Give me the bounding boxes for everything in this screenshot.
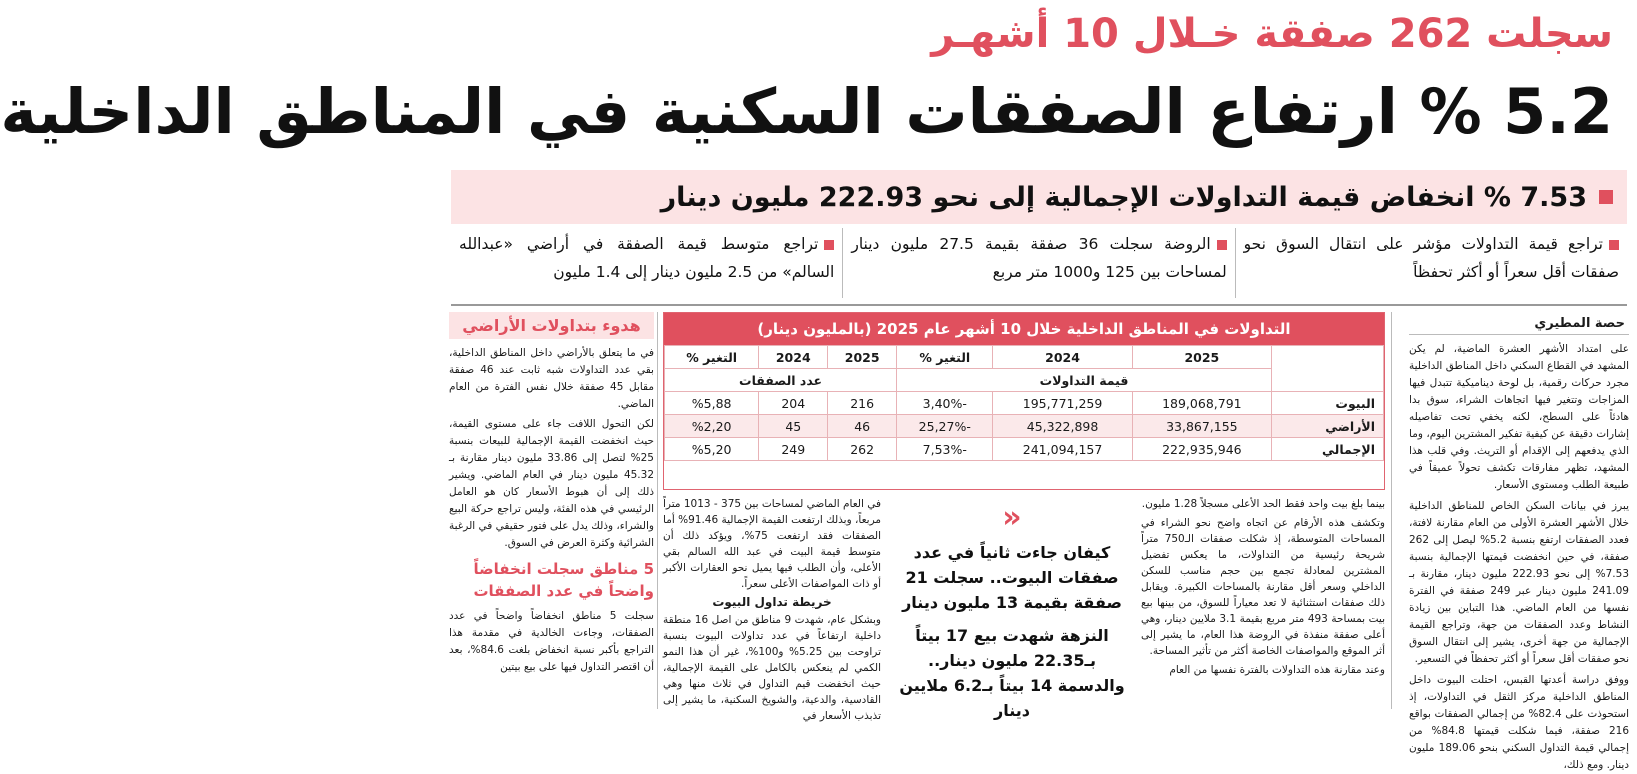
table-row (665, 438, 1384, 461)
table-cell: %5,88 (665, 392, 759, 415)
article-paragraph: في العام الماضي لمساحات بين 375 - 1013 متراً مربعاً، وبذلك ارتفعت القيمة الإجمالية 91.46% أما الصفقات فقد ارتفعت 75%، ويؤكد ذلك أن متوسط قيمة البيت في عبد الله السالم بقي الأعلى، وأن الطلب فيها يميل نحو العقارات الأكبر أو ذات المواصفات الأعلى سعراً. (663, 498, 881, 590)
group-header-count: عدد الصفقات (665, 369, 897, 392)
table-cell: 195,771,259 (993, 392, 1132, 415)
kicker-headline: سجلت 262 صفقة خـلال 10 أشهـر (931, 11, 1613, 57)
table-cell: -7,53% (897, 438, 993, 461)
col-header: 2024 (759, 346, 828, 369)
article-paragraph: على امتداد الأشهر العشرة الماضية، لم يكن المشهد في القطاع السكني داخل المناطق الداخلية مجرد حركات رقمية، بل لوحة ديناميكية تتبدل فيها المزاجات وتتغير فيها اتجاهات الشراء، سوق بدا هادئاً على السطح، لكنه يخفي تحت تفاصيله إشارات دقيقة عن كيفية تفكير المشترين اليوم، وما الذي يدفعهم إلى الإقدام أو التريث. وفي قلب هذا المشهد، تظهر مفارقات تكشف تحولاً عميقاً في طبيعة الطلب ومستوى الأسعار. (1409, 343, 1629, 491)
author-byline: حصة المطيري (1409, 316, 1629, 335)
table-cell: %5,20 (665, 438, 759, 461)
table-cell: %2,20 (665, 415, 759, 438)
col-header: التغير % (897, 346, 993, 369)
row-label: البيوت (1272, 392, 1384, 415)
table-cell: 46 (828, 415, 897, 438)
table-cell: 249 (759, 438, 828, 461)
article-paragraph: ووفق دراسة أعدتها القبس، احتلت البيوت داخل المناطق الداخلية مركز الثقل في التداولات، إذ استحوذت على 82.4% من إجمالي الصفقات بواقع 216 صفقة، فيما شكلت قيمتها 84.8% من إجمالي قيمة التداول السكني بنحو 189.06 مليون دينار. ومع ذلك، (1409, 674, 1629, 771)
article-paragraph: لكن التحول اللافت جاء على مستوى القيمة، حيث انخفضت القيمة الإجمالية للبيعات بنسبة 25% لتصل إلى 33.86 مليون دينار مقارنة بـ 45.32 مليون دينار في العام الماضي. ويشير ذلك إلى أن هبوط الأسعار كان هو العامل الرئيسي في هذه الفئة، وليس تراجع حركة البيع والشراء، وذلك يدل على فتور حقيقي في الرغبة الشرائية وكثرة العرض في السوق. (449, 418, 654, 549)
article-paragraph: وبشكل عام، شهدت 9 مناطق من اصل 16 منطقة داخلية ارتفاعاً في عدد تداولات البيوت بنسبة تراوحت بين 5.25% و100%، غير أن هذا النمو الكمي لم ينعكس بالكامل على القيمة الإجمالية، حيث انخفضت قيم التداول في ثلاث منها وهي القادسية، والدعية، والشويخ السكنية، ما يشير إلى تذبذب الأسعار في (663, 614, 882, 722)
section-heading: هدوء بتداولات الأراضي (449, 312, 654, 339)
article-column-left (449, 312, 654, 709)
section-subhead: خريطة تداول البيوت (712, 595, 832, 609)
highlight-bullet (451, 228, 842, 298)
column-divider (1391, 312, 1392, 709)
article-paragraph: وعند مقارنة هذه التداولات بالفترة نفسها من العام (1169, 664, 1385, 676)
table-cell: -25,27% (897, 415, 993, 438)
table-cell: 222,935,946 (1132, 438, 1271, 461)
pull-quote-1: كيفان جاءت ثانياً في عدد صفقات البيوت.. سجلت 21 صفقة بقيمة 13 مليون دينار (902, 543, 1122, 612)
bullet-square-icon (1217, 240, 1227, 250)
col-header: 2025 (828, 346, 897, 369)
table-cell: -3,40% (897, 392, 993, 415)
table-row (665, 415, 1384, 438)
col-header: 2025 (1132, 346, 1271, 369)
pull-quote (893, 500, 1131, 720)
table-cell: 216 (828, 392, 897, 415)
pull-quote-2: النزهة شهدت بيع 17 بيتاً بـ22.35 مليون دينار.. والدسمة 14 بيتاً بـ6.2 ملايين دينار (899, 626, 1125, 720)
article-paragraph: يبرز في بيانات السكن الخاص للمناطق الداخلية خلال الأشهر العشرة الأولى من العام مقارنة لافتة، فعدد الصفقات ارتفع بنسبة 5.2% ليصل إلى 262 صفقة، في حين انخفضت قيمتها الإجمالية بنسبة 7.53% إلى نحو 222.93 مليون دينار، مقارنة بـ 241.09 مليون دينار عبر 249 صفقة في الفترة نفسها من العام الماضي. هذا التباين بين زيادة النشاط وعدد الصفقات من جهة، وتراجع القيمة الإجمالية من جهة أخرى، يشير إلى انتقال السوق نحو صفقات أقل سعراً أو أكثر تحفظاً في التسعير. (1409, 500, 1630, 665)
bullet-text: تراجع متوسط قيمة الصفقة في أراضي «عبدالله السالم» من 2.5 مليون دينار إلى 1.4 مليون (459, 235, 835, 281)
article-paragraph: بينما بلغ بيت واحد فقط الحد الأعلى مسجلاً 1.28 مليون. (1141, 498, 1385, 510)
subheadline: 7.53 % انخفاض قيمة التداولات الإجمالية إلى نحو 222.93 مليون دينار (660, 181, 1587, 213)
column-divider (657, 312, 658, 709)
main-headline: 5.2 % ارتفاع الصفقات السكنية في المناطق الداخلية (0, 75, 1613, 148)
section-divider (451, 304, 1627, 306)
highlight-bullet (842, 228, 1234, 298)
article-column-right (1409, 316, 1630, 771)
article-column-center-right (1141, 496, 1385, 709)
table-cell: 241,094,157 (993, 438, 1132, 461)
table-cell: 262 (828, 438, 897, 461)
table-row (665, 392, 1384, 415)
table-cell: 45 (759, 415, 828, 438)
article-column-center-left (663, 496, 882, 722)
table-cell: 45,322,898 (993, 415, 1132, 438)
row-label: الإجمالي (1272, 438, 1384, 461)
bullet-text: تراجع قيمة التداولات مؤشر على انتقال السوق نحو صفقات أقل سعراً أو أكثر تحفظاً (1243, 235, 1619, 281)
bullet-square-icon (824, 240, 834, 250)
table-cell: 33,867,155 (1132, 415, 1271, 438)
col-header: التغير % (665, 346, 759, 369)
article-paragraph: في ما يتعلق بالأراضي داخل المناطق الداخلية، بقي عدد التداولات شبه ثابت عند 46 صفقة مقابل 45 صفقة خلال نفس الفترة من العام الماضي. (449, 347, 654, 410)
bullet-text: الروضة سجلت 36 صفقة بقيمة 27.5 مليون دينار لمساحات بين 125 و1000 متر مربع (851, 235, 1227, 281)
row-label: الأراضي (1272, 415, 1384, 438)
table-title: التداولات في المناطق الداخلية خلال 10 أشهر عام 2025 (بالمليون دينار) (664, 313, 1384, 345)
highlight-bullet (1235, 228, 1627, 298)
group-header-value: قيمة التداولات (897, 369, 1272, 392)
bullet-square-icon (1599, 190, 1613, 204)
double-chevron-icon: « (1002, 500, 1022, 535)
col-header: 2024 (993, 346, 1132, 369)
article-paragraph: وتكشف هذه الأرقام عن اتجاه واضح نحو الشراء في المساحات المتوسطة، إذ شكلت صفقات الـ750 متراً شريحة رئيسية من التداولات، ما يعكس تفضيل المشترين لمعادلة تجمع بين حجم مناسب للسكن الداخلي وسعر أقل مقارنة بالمساحات الكبيرة. ويقابل ذلك صفقات استثنائية لا تعد معياراً للسوق، من بينها بيع بيت بمساحة 493 متر مربع بقيمة 3.1 ملايين دينار، وهي أعلى صفقة منفذة في الروضة هذا العام، ما يشير إلى أثر الموقع والمواصفات الخاصة أكثر من تأثير المساحة. (1141, 517, 1386, 657)
table-cell: 204 (759, 392, 828, 415)
table-cell: 189,068,791 (1132, 392, 1271, 415)
highlight-bullets (451, 228, 1627, 298)
bullet-square-icon (1609, 240, 1619, 250)
trades-table (663, 312, 1385, 490)
section-heading: 5 مناطق سجلت انخفاضاً واضحاً في عدد الصفقات (473, 560, 654, 600)
article-paragraph: سجلت 5 مناطق انخفاضاً واضحاً في عدد الصفقات، وجاءت الخالدية في مقدمة هذا التراجع بأكبر نسبة انخفاض بلغت 84.6%، بعد أن اقتصر التداول فيها على بيع بيتين (449, 610, 654, 673)
table-corner (1272, 346, 1384, 392)
subheadline-bar (451, 170, 1627, 224)
